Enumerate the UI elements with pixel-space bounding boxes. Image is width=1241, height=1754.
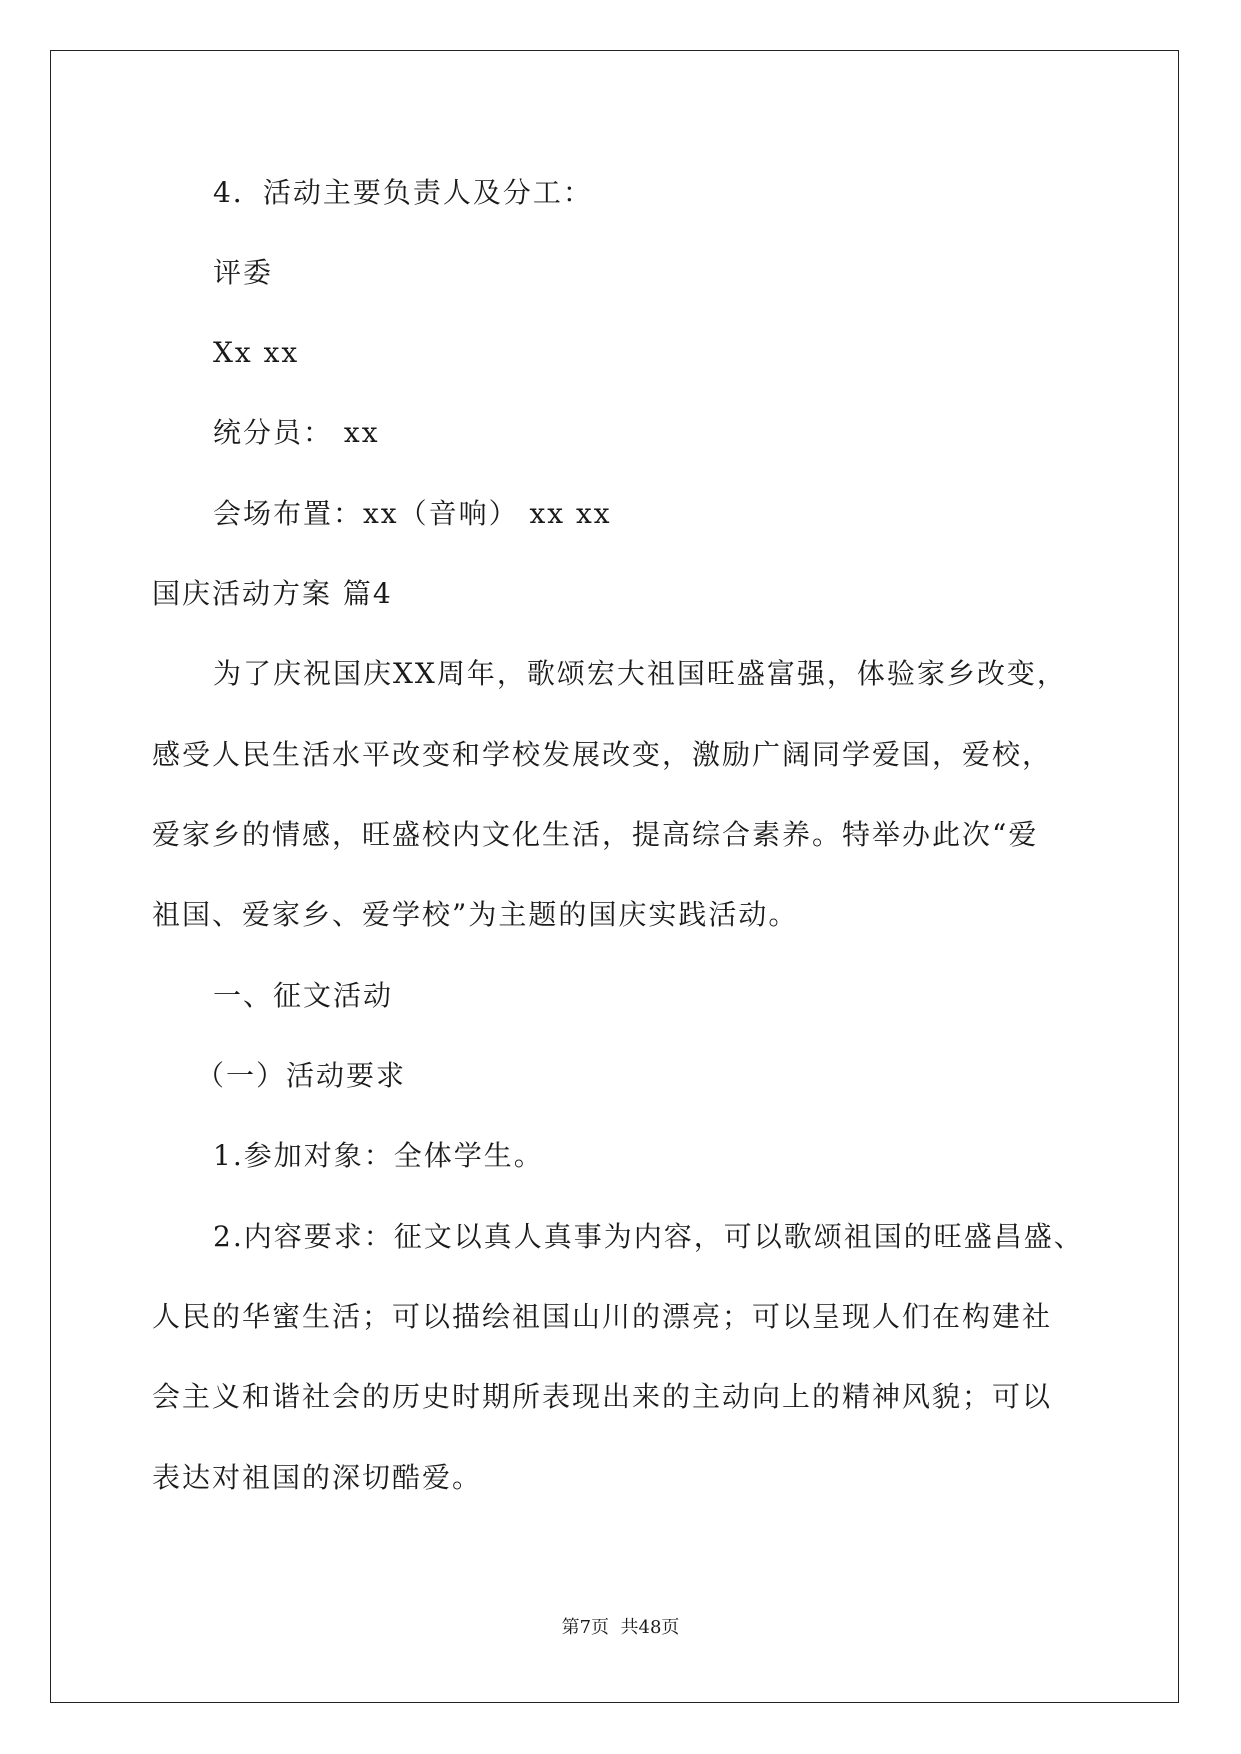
- subheading: （一）活动要求: [196, 1059, 407, 1092]
- text-line: 评委: [213, 256, 274, 289]
- paragraph-line: 2.内容要求：征文以真人真事为内容，可以歌颂祖国的旺盛昌盛、: [213, 1220, 1084, 1253]
- paragraph-line: 感受人民生活水平改变和学校发展改变，激励广阔同学爱国，爱校，: [152, 738, 1053, 771]
- text-line: 会场布置：xx（音响） xx xx: [213, 497, 612, 530]
- text-line: 统分员： xx: [213, 416, 380, 449]
- paragraph-line: 人民的华蜜生活；可以描绘祖国山川的漂亮；可以呈现人们在构建社: [152, 1300, 1053, 1333]
- subheading: 一、征文活动: [213, 979, 394, 1012]
- paragraph-line: 爱家乡的情感，旺盛校内文化生活，提高综合素养。特举办此次“爱: [152, 818, 1039, 851]
- paragraph-line: 会主义和谐社会的历史时期所表现出来的主动向上的精神风貌；可以: [152, 1380, 1053, 1413]
- text-line: 1.参加对象：全体学生。: [213, 1139, 544, 1172]
- page-footer: 第7页 共48页: [561, 1617, 680, 1638]
- page-border: [50, 50, 1179, 1703]
- paragraph-line: 为了庆祝国庆XX周年，歌颂宏大祖国旺盛富强，体验家乡改变，: [213, 657, 1067, 690]
- text-line: 4．活动主要负责人及分工：: [213, 176, 593, 209]
- text-line: Xx xx: [213, 336, 300, 369]
- paragraph-line: 祖国、爱家乡、爱学校”为主题的国庆实践活动。: [152, 898, 799, 931]
- paragraph-line: 表达对祖国的深切酷爱。: [152, 1461, 483, 1494]
- section-heading: 国庆活动方案 篇4: [152, 577, 393, 610]
